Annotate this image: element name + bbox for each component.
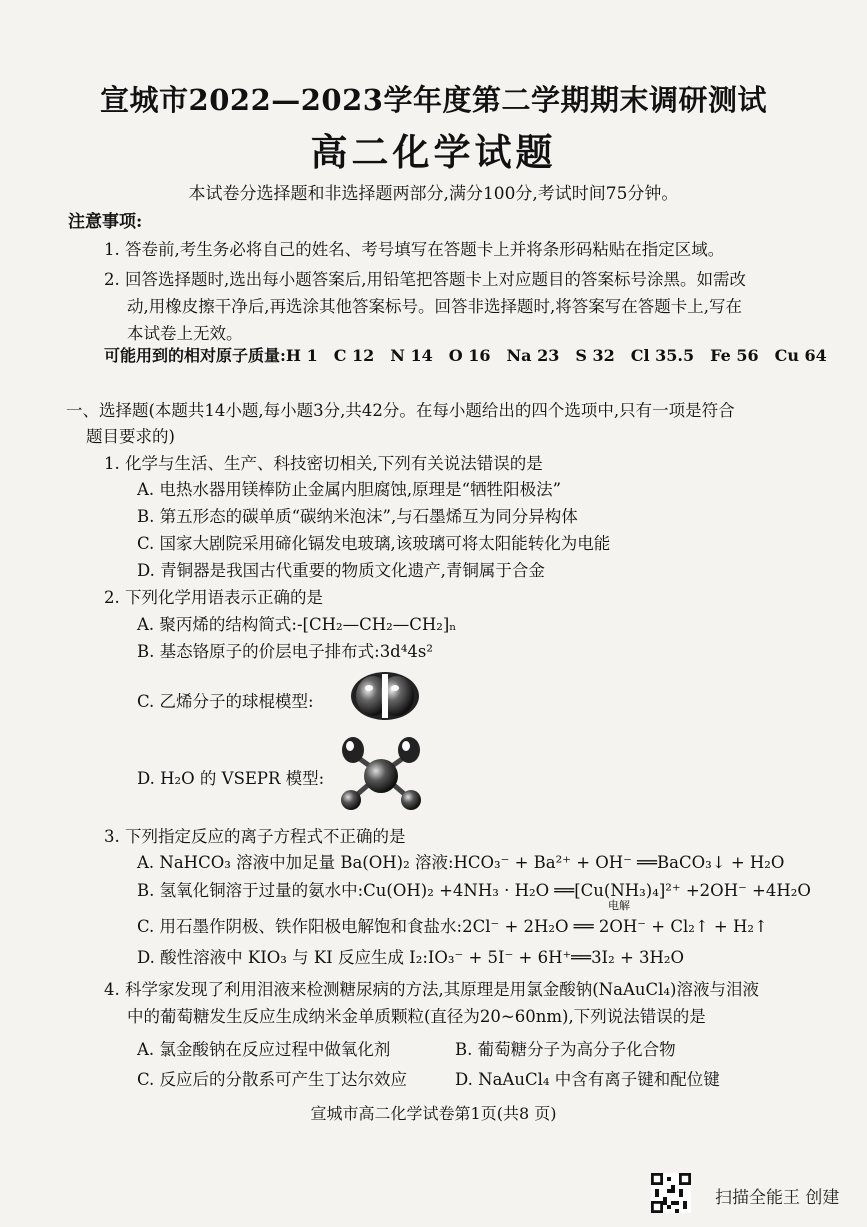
exam-intro: 本试卷分选择题和非选择题两部分,满分100分,考试时间75分钟。 xyxy=(188,184,679,204)
q3-stem: 3. 下列指定反应的离子方程式不正确的是 xyxy=(104,827,406,846)
q2-option-a xyxy=(137,611,456,635)
chromium-electron-config: 3d⁴4s² xyxy=(379,642,433,661)
notice-item-2-cont: 动,用橡皮擦干净后,再选涂其他答案标号。回答非选择题时,将答案写在答题卡上,写在 xyxy=(127,297,742,316)
electrolysis-condition: 电解 xyxy=(608,899,630,912)
ethylene-ball-stick-model-icon xyxy=(345,666,425,726)
notice-item-2: 2. 回答选择题时,选出每小题答案后,用铅笔把答题卡上对应题目的答案标号涂黑。如需改 xyxy=(104,270,746,289)
q2-option-d: D. H₂O 的 VSEPR 模型: xyxy=(137,769,325,788)
q1-option-d: D. 青铜器是我国古代重要的物质文化遗产,青铜属于合金 xyxy=(137,561,545,580)
qr-code-icon xyxy=(651,1173,691,1213)
q2-option-b-label: B. 基态铬原子的价层电子排布式: xyxy=(137,642,380,661)
q1-option-c: C. 国家大剧院采用碲化镉发电玻璃,该玻璃可将太阳能转化为电能 xyxy=(137,534,611,553)
q1-option-b: B. 第五形态的碳单质“碳纳米泡沫”,与石墨烯互为同分异构体 xyxy=(137,507,578,526)
q3-option-c: C. 用石墨作阴极、铁作阳极电解饱和食盐水:2Cl⁻ + 2H₂O ══ 2OH⁻ + Cl₂↑ + H₂↑ xyxy=(137,917,768,936)
q1-stem: 1. 化学与生活、生产、科技密切相关,下列有关说法错误的是 xyxy=(104,454,543,473)
q3-option-a: A. NaHCO₃ 溶液中加足量 Ba(OH)₂ 溶液:HCO₃⁻ + Ba²⁺ + OH⁻ ══BaCO₃↓ + H₂O xyxy=(137,853,785,872)
q4-option-b: B. 葡萄糖分子为高分子化合物 xyxy=(455,1040,676,1059)
q2-option-c: C. 乙烯分子的球棍模型: xyxy=(137,692,314,711)
q2-option-a-label: A. 聚丙烯的结构简式: xyxy=(137,615,297,634)
exam-title: 宣城市2022—2023学年度第二学期期末调研测试 xyxy=(100,83,767,117)
notice-heading: 注意事项: xyxy=(68,212,143,232)
q2-stem: 2. 下列化学用语表示正确的是 xyxy=(104,588,323,607)
notice-item-2-end: 本试卷上无效。 xyxy=(127,324,243,343)
section-heading: 一、选择题(本题共14小题,每小题3分,共42分。在每小题给出的四个选项中,只有一项是符合 xyxy=(66,401,735,420)
q4-option-a: A. 氯金酸钠在反应过程中做氧化剂 xyxy=(137,1040,391,1059)
water-vsepr-model-icon xyxy=(333,734,429,814)
page-footer: 宣城市高二化学试卷第1页(共8 页) xyxy=(310,1104,557,1123)
notice-item-1: 1. 答卷前,考生务必将自己的姓名、考号填写在答题卡上并将条形码粘贴在指定区域。 xyxy=(104,240,725,259)
q3-option-b: B. 氢氧化铜溶于过量的氨水中:Cu(OH)₂ +4NH₃ · H₂O ══[Cu(NH₃)₄]²⁺ +2OH⁻ +4H₂O xyxy=(137,881,811,900)
section-heading-cont: 题目要求的) xyxy=(86,427,175,446)
atomic-mass-line: 可能用到的相对原子质量:H 1 C 12 N 14 O 16 Na 23 S 32 Cl 35.5 Fe 56 Cu 64 xyxy=(104,346,827,365)
q4-stem-cont: 中的葡萄糖发生反应生成纳米金单质颗粒(直径为20~60nm),下列说法错误的是 xyxy=(127,1007,706,1026)
polypropylene-formula: -[CH₂—CH₂—CH₂]ₙ xyxy=(296,615,457,634)
scanner-watermark: 扫描全能王 创建 xyxy=(715,1188,840,1208)
q4-option-c: C. 反应后的分散系可产生丁达尔效应 xyxy=(137,1070,408,1089)
subject-title: 高二化学试题 xyxy=(310,130,557,174)
q3-option-d: D. 酸性溶液中 KIO₃ 与 KI 反应生成 I₂:IO₃⁻ + 5I⁻ + 6H⁺══3I₂ + 3H₂O xyxy=(137,948,685,967)
q1-option-a: A. 电热水器用镁棒防止金属内胆腐蚀,原理是“牺牲阳极法” xyxy=(137,480,562,499)
q4-stem: 4. 科学家发现了利用泪液来检测糖尿病的方法,其原理是用氯金酸钠(NaAuCl₄)溶液与泪液 xyxy=(104,980,759,999)
q4-option-d: D. NaAuCl₄ 中含有离子键和配位键 xyxy=(455,1070,720,1089)
q2-option-b xyxy=(137,638,433,662)
